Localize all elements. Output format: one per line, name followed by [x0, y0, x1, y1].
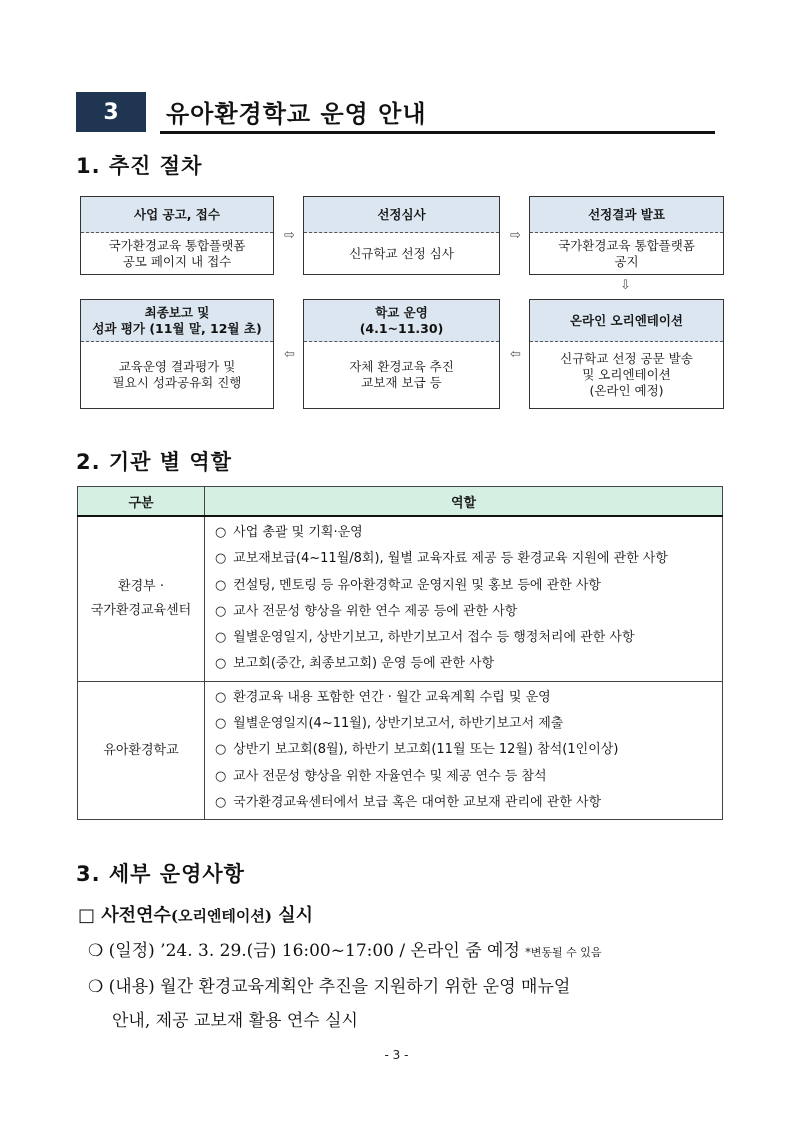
- arrow-right-icon: ⇨: [510, 228, 521, 243]
- category-cell: 환경부 · 국가환경교육센터: [78, 516, 205, 681]
- section1-heading: 1. 추진 절차: [76, 154, 203, 178]
- step-head: 학교 운영 (4.1~11.30): [304, 300, 499, 342]
- step-box-3: [529, 196, 724, 275]
- step-body-line: (온라인 예정): [589, 383, 664, 398]
- step-box-4: [529, 299, 724, 409]
- step-head: 선정결과 발표: [530, 197, 723, 233]
- arrow-left-icon: ⇦: [510, 347, 521, 362]
- section-number-badge: 3: [76, 92, 146, 132]
- step-head: 선정심사: [304, 197, 499, 233]
- bullet-item-content: ❍ (내용) 월간 환경교육계획안 추진을 지원하기 위한 운영 매뉴얼: [88, 977, 571, 997]
- arrow-right-icon: ⇨: [284, 228, 295, 243]
- step-body-line: 교보재 보급 등: [361, 375, 442, 390]
- step-body-line: 신규학교 선정 공문 발송: [560, 351, 693, 366]
- bullet-item-schedule: ❍ (일정) ’24. 3. 29.(금) 16:00~17:00 / 온라인 줌 예정 *변동될 수 있음: [88, 941, 602, 961]
- role-item: ○ 교보재보급(4~11월/8회), 월별 교육자료 제공 등 환경교육 지원에 관한 사항: [215, 551, 668, 567]
- step-body-line: 공모 페이지 내 접수: [122, 253, 232, 269]
- category-cell: 유아환경학교: [78, 681, 205, 819]
- table-row: [78, 516, 723, 681]
- step-body-line: 및 오리엔테이션: [582, 367, 671, 382]
- note: *변동될 수 있음: [525, 946, 602, 959]
- role-item: ○ 사업 총괄 및 기획·운영: [215, 525, 363, 540]
- step-head: 온라인 오리엔테이션: [530, 300, 723, 342]
- role-item: ○ 국가환경교육센터에서 보급 혹은 대여한 교보재 관리에 관한 사항: [215, 794, 602, 810]
- section3-heading: 3. 세부 운영사항: [76, 862, 245, 886]
- role-item: ○ 교사 전문성 향상을 위한 자율연수 및 제공 연수 등 참석: [215, 768, 547, 784]
- step-body-line: 교육운영 결과평가 및: [118, 359, 236, 374]
- bullet-icon: ❍: [88, 977, 104, 997]
- page-number: - 3 -: [384, 1048, 409, 1062]
- roles-table: [77, 486, 723, 820]
- role-item: ○ 월별운영일지(4~11월), 상반기보고서, 하반기보고서 제출: [215, 716, 564, 732]
- step-box-6: [80, 299, 274, 409]
- bullet-item-content-cont: 안내, 제공 교보재 활용 연수 실시: [112, 1011, 358, 1031]
- step-box-2: [303, 196, 500, 275]
- step-body-line: 국가환경교육 통합플랫폼: [108, 237, 246, 253]
- page-title: 유아환경학교 운영 안내: [166, 100, 427, 128]
- title-underline: [160, 131, 715, 134]
- table-row: [78, 681, 723, 819]
- column-header: 구분: [78, 487, 205, 517]
- column-header: 역할: [205, 487, 723, 517]
- role-item: ○ 컨설팅, 멘토링 등 유아환경학교 운영지원 및 홍보 등에 관한 사항: [215, 577, 601, 593]
- arrow-left-icon: ⇦: [284, 347, 295, 362]
- step-head: 사업 공고, 접수: [81, 197, 273, 233]
- step-body-line: 공지: [614, 253, 639, 269]
- step-body-line: 국가환경교육 통합플랫폼: [558, 237, 695, 253]
- step-box-5: [303, 299, 500, 409]
- role-item: ○ 교사 전문성 향상을 위한 연수 제공 등에 관한 사항: [215, 603, 518, 619]
- role-item: ○ 월별운영일지, 상반기보고, 하반기보고서 접수 등 행정처리에 관한 사항: [215, 630, 635, 646]
- arrow-down-icon: ⇩: [620, 278, 631, 293]
- checkbox-square-icon: □: [78, 905, 96, 926]
- role-item: ○ 보고회(중간, 최종보고회) 운영 등에 관한 사항: [215, 656, 495, 672]
- step-body-line: 신규학교 선정 심사: [349, 245, 454, 261]
- section2-heading: 2. 기관 별 역할: [76, 450, 232, 474]
- bullet-icon: ❍: [88, 941, 104, 961]
- step-body-line: 필요시 성과공유회 진행: [112, 375, 242, 390]
- role-item: ○ 상반기 보고회(8월), 하반기 보고회(11월 또는 12월) 참석(1인이상): [215, 742, 619, 758]
- subsection-title: □ 사전연수(오리엔테이션) 실시: [78, 905, 314, 926]
- role-item: ○ 환경교육 내용 포함한 연간 · 월간 교육계획 수립 및 운영: [215, 689, 551, 705]
- step-body-line: 자체 환경교육 추진: [349, 359, 454, 374]
- step-head: 최종보고 및 성과 평가 (11월 말, 12월 초): [81, 300, 273, 342]
- step-box-1: [80, 196, 274, 275]
